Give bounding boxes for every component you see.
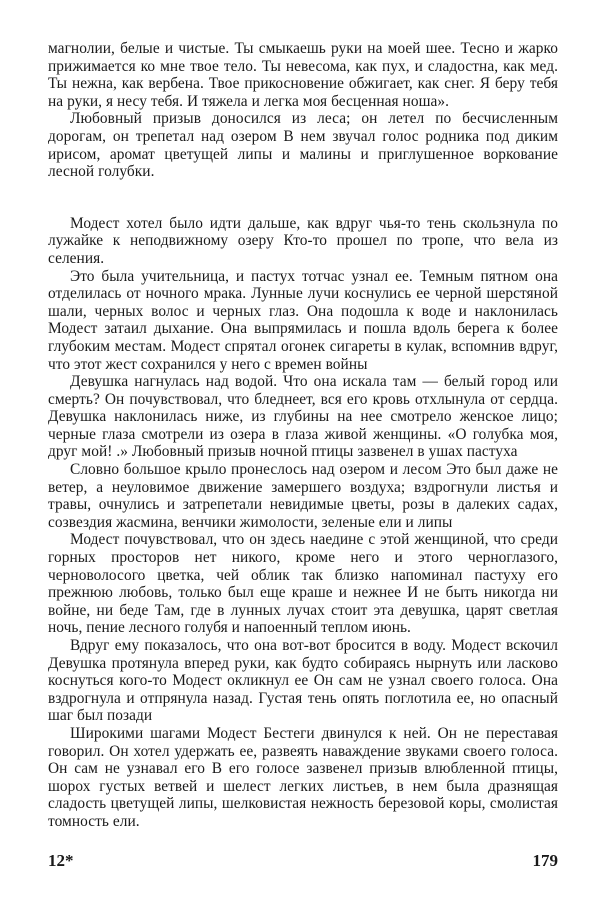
paragraph-wing: Словно большое крыло пронеслось над озером и лесом Это был даже не ветер, а неуловимое движение замершего воздуха; вздрогнули листья и травы, очнулись и затрепетали невидимые цветы, розы в далеких садах, созвездия жасмина, венчики жимолости, зеленые ели и липы: [48, 461, 558, 531]
printer-signature: 12*: [48, 851, 74, 870]
paragraph-shadow: Модест хотел было идти дальше, как вдруг чья-то тень скользнула по лужайке к неподвижному озеру Кто-то прошел по тропе, что вела из селения.: [48, 214, 558, 267]
paragraph-continued: магнолии, белые и чистые. Ты смыкаешь руки на моей шее. Тесно и жарко прижимается ко мне твое тело. Ты невесома, как пух, и сладостна, как мед. Ты нежна, как вербена. Твое прикосновение обжигает, как снег. Я беру тебя на руки, я несу тебя. И тяжела и легка моя бесценная ноша».: [48, 40, 558, 110]
section-break: [48, 181, 558, 215]
page-text: [48, 40, 558, 831]
paragraph-strides: Широкими шагами Модест Бестеги двинулся к ней. Он не переставая говорил. Он хотел удержать ее, развеять наваждение звуками своего голоса. Он сам не узнавал его В его голосе зазвенел призыв влюбленной птицы, шорох густых ветвей и шелест легких листьев, в нем была дразнящая сладость цветущей липы, шелковистая нежность березовой коры, смолистая томность ели.: [48, 724, 558, 830]
paragraph-girl-bent: Девушка нагнулась над водой. Что она искала там — белый город или смерть? Он почувствовал, что бледнеет, вся его кровь отхлынула от сердца. Девушка наклонилась ниже, из глубины на нее смотрело женское лицо; черные глаза смотрели из озера в глаза живой женщины. «О голубка моя, друг мой! .» Любовный призыв ночной птицы зазвенел в ушах пастуха: [48, 373, 558, 461]
page-number: 179: [532, 851, 558, 870]
paragraph-teacher: Это была учительница, и пастух тотчас узнал ее. Темным пятном она отделилась от ночного мрака. Лунные лучи коснулись ее черной шерстяной шали, черных волос и черных глаз. Она подошла к воде и наклонилась Модест затаил дыхание. Она выпрямилась и пошла вдоль берега к более глубоким местам. Модест спрятал огонек сигареты в кулак, вспомнив вдруг, что этот жест сохранился у него с времен войны: [48, 267, 558, 373]
page-footer: [48, 851, 558, 875]
paragraph-alone: Модест почувствовал, что он здесь наедине с этой женщиной, что среди горных просторов нет никого, кроме него и этого черноглазого, черноволосого цветка, чей облик так близко напоминал пастуху его прежнюю любовь, только был еще краше и нежнее И не быть никогда ни войне, ни беде Там, где в лунных лучах стоит эта девушка, царят светлая ночь, пение лесного голубя и напоенный теплом июнь.: [48, 531, 558, 637]
paragraph-love-call: Любовный призыв доносился из леса; он летел по бесчисленным дорогам, он трепетал над озером В нем звучал голос родника под диким ирисом, аромат цветущей липы и малины и приглушенное воркование лесной голубки.: [48, 110, 558, 181]
paragraph-jump: Вдруг ему показалось, что она вот-вот бросится в воду. Модест вскочил Девушка протянула вперед руки, как будто собираясь нырнуть или ласково коснуться кого-то Модест окликнул ее Он сам не узнал своего голоса. Она вздрогнула и отпрянула назад. Густая тень опять поглотила ее, но опасный шаг был позади: [48, 637, 558, 725]
